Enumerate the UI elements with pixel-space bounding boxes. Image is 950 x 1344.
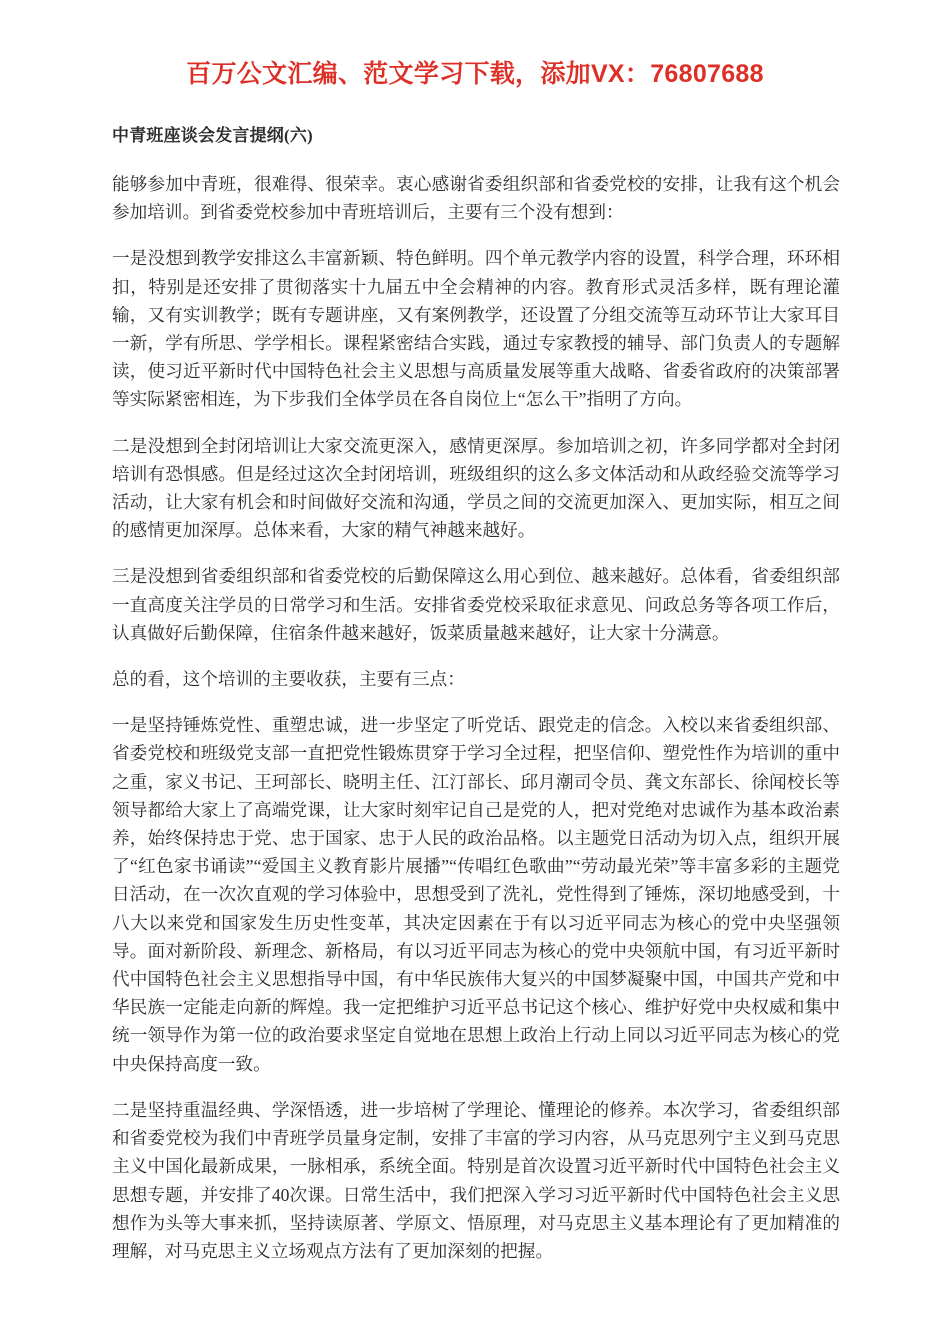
document-body (112, 122, 840, 1265)
promo-banner (0, 62, 950, 87)
paragraph-3: 二是没想到全封闭培训让大家交流更深入，感情更深厚。参加培训之初，许多同学都对全封闭培训有恐惧感。但是经过这次全封闭培训，班级组织的这么多文体活动和从政经验交流等学习活动，让大家有机会和时间做好交流和沟通，学员之间的交流更加深入、更加实际，相互之间的感情更加深厚。总体来看，大家的精气神越来越好。 (112, 435, 840, 541)
promo-banner-text: 百万公文汇编、范文学习下载，添加VX：76807688 (186, 60, 764, 88)
paragraph-2: 一是没想到教学安排这么丰富新颖、特色鲜明。四个单元教学内容的设置，科学合理，环环相扣，特别是还安排了贯彻落实十九届五中全会精神的内容。教育形式灵活多样，既有理论灌输，又有实训教学；既有专题讲座，又有案例教学，还设置了分组交流等互动环节让大家耳目一新，学有所思、学学相长。课程紧密结合实践，通过专家教授的辅导、部门负责人的专题解读，使习近平新时代中国特色社会主义思想与高质量发展等重大战略、省委省政府的决策部署等实际紧密相连，为下步我们全体学员在各自岗位上“怎么干”指明了方向。 (112, 248, 840, 410)
paragraph-7: 二是坚持重温经典、学深悟透，进一步培树了学理论、懂理论的修养。本次学习，省委组织部和省委党校为我们中青班学员量身定制，安排了丰富的学习内容，从马克思列宁主义到马克思主义中国化最新成果，一脉相承，系统全面。特别是首次设置习近平新时代中国特色社会主义思想专题，并安排了40次课。日常生活中，我们把深入学习习近平新时代中国特色社会主义思想作为头等大事来抓，坚持读原著、学原文、悟原理，对马克思主义基本理论有了更加精准的理解，对马克思主义立场观点方法有了更加深刻的把握。 (112, 1099, 840, 1261)
paragraph-4: 三是没想到省委组织部和省委党校的后勤保障这么用心到位、越来越好。总体看，省委组织部一直高度关注学员的日常学习和生活。安排省委党校采取征求意见、问政总务等各项工作后，认真做好后勤保障，住宿条件越来越好，饭菜质量越来越好，让大家十分满意。 (112, 566, 840, 643)
paragraph-6: 一是坚持锤炼党性、重塑忠诚，进一步坚定了听党话、跟党走的信念。入校以来省委组织部、省委党校和班级党支部一直把党性锻炼贯穿于学习全过程，把坚信仰、塑党性作为培训的重中之重，家义书记、王珂部长、晓明主任、江汀部长、邱月潮司令员、龚文东部长、徐闻校长等领导都给大家上了高端党课，让大家时刻牢记自己是党的人，把对党绝对忠诚作为基本政治素养，始终保持忠于党、忠于国家、忠于人民的政治品格。以主题党日活动为切入点，组织开展了“红色家书诵读”“爱国主义教育影片展播”“传唱红色歌曲”“劳动最光荣”等丰富多彩的主题党日活动，在一次次直观的学习体验中，思想受到了洗礼，党性得到了锤炼，深切地感受到，十八大以来党和国家发生历史性变革，其决定因素在于有以习近平同志为核心的党中央坚强领导。面对新阶段、新理念、新格局，有以习近平同志为核心的党中央领航中国，有习近平新时代中国特色社会主义思想指导中国，有中华民族伟大复兴的中国梦凝聚中国，中国共产党和中华民族一定能走向新的辉煌。我一定把维护习近平总书记这个核心、维护好党中央权威和集中统一领导作为第一位的政治要求坚定自觉地在思想上政治上行动上同以习近平同志为核心的党中央保持高度一致。 (112, 715, 840, 1074)
page-title: 中青班座谈会发言提纲(六) (112, 126, 313, 145)
paragraph-5: 总的看，这个培训的主要收获，主要有三点： (112, 669, 465, 690)
paragraph-1: 能够参加中青班，很难得、很荣幸。衷心感谢省委组织部和省委党校的安排，让我有这个机会参加培训。到省委党校参加中青班培训后，主要有三个没有想到： (112, 174, 840, 223)
